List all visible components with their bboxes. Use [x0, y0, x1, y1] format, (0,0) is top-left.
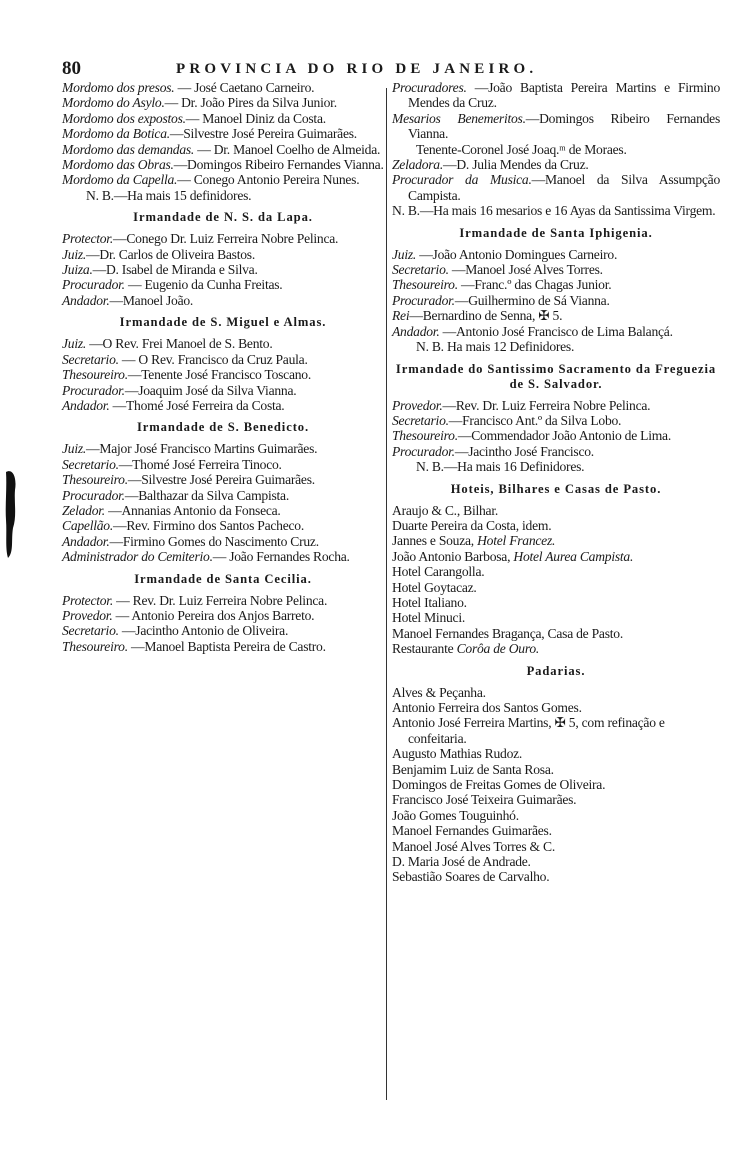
entry-name: Jannes e Souza, [392, 533, 478, 549]
list-entry [62, 441, 384, 456]
entry-name: —Thomé José Ferreira da Costa. [109, 397, 285, 413]
entry-name: —Conego Dr. Luiz Ferreira Nobre Pelinca. [113, 231, 339, 247]
list-entry [392, 549, 720, 564]
entry-role: Juiz. [62, 441, 87, 457]
entry-role: Secretario. [62, 456, 119, 472]
entry-name: — O Rev. Francisco da Cruz Paula. [118, 351, 308, 367]
list-entry [392, 80, 720, 111]
entry-name: —Bernardino de Senna, ✠ 5. [409, 308, 563, 324]
list-entry [392, 398, 720, 413]
entry-name: —Commendador João Antonio de Lima. [457, 428, 671, 444]
section-heading: Padarias. [526, 663, 586, 678]
list-entry [62, 518, 384, 533]
entry-name: Alves & Peçanha. [392, 684, 486, 700]
entry-name: —Firmino Gomes do Nascimento Cruz. [109, 533, 319, 549]
entry-name: —Guilhermino de Sá Vianna. [454, 292, 610, 308]
entry-name: —Manoel da Silva Assumpção Campista. [408, 172, 720, 203]
list-entry [392, 444, 720, 459]
entry-name: — Rev. Dr. Luiz Ferreira Nobre Pelinca. [113, 592, 328, 608]
entry-role: Mordomo dos expostos. [62, 110, 186, 126]
entry-name: Augusto Mathias Rudoz. [392, 746, 523, 762]
entry-role: Mordomo da Botica. [62, 126, 170, 142]
entry-name: Manoel José Alves Torres & C. [392, 838, 555, 854]
entry-role: Protector. [62, 592, 113, 608]
entry-name: — Antonio Pereira dos Anjos Barreto. [112, 607, 315, 623]
list-entry [62, 457, 384, 472]
list-entry [392, 503, 720, 518]
page-header [60, 58, 720, 80]
list-entry [392, 641, 720, 656]
section-heading: Irmandade de Santa Cecilia. [134, 571, 312, 586]
entry-role: Procurador. [62, 487, 125, 503]
entry-name: Sebastião Soares de Carvalho. [392, 869, 550, 885]
list-entry [392, 518, 720, 533]
entry-role: Andador. [62, 292, 110, 308]
section-heading: Irmandade de S. Miguel e Almas. [119, 315, 327, 330]
entry-name: — João Fernandes Rocha. [212, 549, 350, 565]
list-entry [62, 277, 384, 292]
entry-name: Restaurante [392, 641, 457, 657]
binding-ink-mark [4, 468, 18, 560]
entry-name: Araujo & C., Bilhar. [392, 502, 499, 518]
entry-name: Hotel Minuci. [392, 610, 466, 626]
entry-name: —Joaquim José da Silva Vianna. [124, 382, 297, 398]
entry-name: —Domingos Ribeiro Fernandes Vianna. [408, 110, 720, 142]
entry-role: Thesoureiro. [392, 428, 458, 444]
note-line: N. B.—Ha mais 15 definidores. [86, 187, 252, 203]
list-entry [392, 413, 720, 428]
entry-role: Zelador. [62, 502, 105, 518]
entry-role: Thesoureiro. [62, 472, 128, 488]
list-entry [62, 247, 384, 262]
entry-name: —Balthazar da Silva Campista. [124, 487, 289, 503]
entry-name: Antonio José Ferreira Martins, ✠ 5, com refinação e confeitaria. [392, 715, 665, 746]
list-entry [392, 715, 720, 746]
list-entry [62, 262, 384, 277]
entry-name: —Antonio José Francisco de Lima Balançá. [439, 323, 673, 339]
list-entry [62, 472, 384, 487]
entry-name: —Jacintho José Francisco. [454, 443, 594, 459]
entry-name: Manoel Fernandes Bragança, Casa de Pasto. [392, 625, 623, 641]
entry-name: — Conego Antonio Pereira Nunes. [177, 172, 360, 188]
list-entry [392, 610, 720, 625]
list-entry [62, 534, 384, 549]
entry-role: Juiz. [392, 246, 417, 262]
entry-name: —João Antonio Domingues Carneiro. [416, 246, 618, 262]
list-entry [392, 564, 720, 579]
entry-role: Secretario. [62, 623, 119, 639]
entry-name: Benjamim Luiz de Santa Rosa. [392, 761, 554, 777]
list-entry [392, 324, 720, 339]
entry-role: Procuradores. [392, 80, 467, 95]
list-entry [62, 593, 384, 608]
entry-name: —Dr. Carlos de Oliveira Bastos. [86, 246, 255, 262]
list-entry [392, 293, 720, 308]
list-entry [62, 398, 384, 413]
entry-name: —Tenente José Francisco Toscano. [127, 367, 311, 383]
entry-name: —Rev. Firmino dos Santos Pacheco. [113, 518, 304, 534]
page-title: PROVINCIA DO RIO DE JANEIRO. [176, 61, 538, 77]
list-entry [392, 808, 720, 823]
entry-name: D. Maria José de Andrade. [392, 854, 531, 870]
entry-name: Manoel Fernandes Guimarães. [392, 823, 552, 839]
section-heading: Irmandade de Santa Iphigenia. [459, 225, 653, 240]
list-entry [392, 854, 720, 869]
note-line: N. B. Ha mais 12 Definidores. [416, 339, 575, 355]
entry-role: Protector. [62, 231, 113, 247]
entry-role: Rei [392, 308, 410, 324]
entry-role: Andador. [392, 323, 440, 339]
entry-name: Duarte Pereira da Costa, idem. [392, 517, 552, 533]
entry-name: — Dr. João Pires da Silva Junior. [164, 95, 337, 111]
list-entry [62, 503, 384, 518]
column-divider [386, 88, 387, 1100]
entry-name: —Manoel Baptista Pereira de Castro. [127, 638, 326, 654]
entry-name: Francisco José Teixeira Guimarães. [392, 792, 577, 808]
list-entry [392, 428, 720, 443]
list-entry [62, 623, 384, 638]
list-entry [62, 336, 384, 351]
entry-italic: Hotel Aurea Campista. [513, 548, 634, 564]
entry-name: —Silvestre José Pereira Guimarães. [169, 126, 357, 142]
entry-name: —Major José Francisco Martins Guimarães. [86, 441, 318, 457]
entry-name: —D. Julia Mendes da Cruz. [443, 157, 589, 173]
entry-name: Hotel Carangolla. [392, 564, 485, 580]
entry-role: Juiz. [62, 336, 87, 352]
entry-role: Administrador do Cemiterio. [62, 549, 213, 565]
entry-name: —Annanias Antonio da Fonseca. [104, 502, 281, 518]
entry-name: — Eugenio da Cunha Freitas. [124, 277, 283, 293]
section-heading: Irmandade de N. S. da Lapa. [133, 210, 313, 225]
entry-role: Juiza. [62, 262, 93, 278]
list-entry [392, 869, 720, 884]
list-entry [62, 293, 384, 308]
entry-name: —Manoel João. [109, 292, 194, 308]
entry-role: Procurador. [392, 443, 455, 459]
list-entry [62, 383, 384, 398]
entry-role: Secretario. [62, 351, 119, 367]
entry-name: —Franc.º das Chagas Junior. [457, 277, 612, 293]
list-entry [62, 80, 384, 95]
entry-role: Thesoureiro. [62, 367, 128, 383]
entry-name: —Rev. Dr. Luiz Ferreira Nobre Pelinca. [442, 397, 651, 413]
list-entry [392, 700, 720, 715]
list-entry [392, 823, 720, 838]
right-column [392, 80, 720, 885]
list-entry [62, 608, 384, 623]
list-entry [392, 580, 720, 595]
entry-name: —Francisco Ant.º da Silva Lobo. [448, 412, 622, 428]
list-entry [392, 777, 720, 792]
entry-role: Mordomo da Capella. [62, 172, 178, 188]
note-line: N. B.—Ha mais 16 Definidores. [416, 459, 585, 475]
list-entry [62, 142, 384, 157]
entry-role: Procurador. [62, 277, 125, 293]
entry-name: Antonio Ferreira dos Santos Gomes. [392, 700, 582, 715]
entry-name: — Manoel Diniz da Costa. [185, 110, 326, 126]
list-entry [62, 126, 384, 141]
entry-role: Provedor. [392, 397, 443, 413]
list-entry [62, 95, 384, 110]
list-entry [392, 685, 720, 700]
entry-role: Procurador da Musica. [392, 172, 532, 188]
list-entry [62, 352, 384, 367]
entry-name: —Domingos Ribeiro Fernandes Vianna. [173, 157, 384, 173]
list-entry [62, 639, 384, 654]
entry-italic: Corôa de Ouro. [456, 641, 540, 657]
list-entry [392, 308, 720, 323]
entry-role: Mordomo do Asylo. [62, 95, 165, 111]
entry-name: — José Caetano Carneiro. [174, 80, 315, 95]
entry-name: Hotel Italiano. [392, 594, 467, 610]
entry-italic: Hotel Francez. [477, 533, 556, 549]
list-entry [62, 111, 384, 126]
list-entry [392, 533, 720, 548]
entry-name: —D. Isabel de Miranda e Silva. [92, 262, 258, 278]
section-heading: Irmandade de S. Benedicto. [136, 420, 310, 435]
list-entry [392, 157, 720, 172]
entry-name: —João Baptista Pereira Martins e Firmino Mendes da Cruz. [408, 80, 720, 111]
list-entry [392, 792, 720, 807]
section-heading: Hoteis, Bilhares e Casas de Pasto. [450, 481, 662, 496]
entry-role: Zeladora. [392, 157, 443, 173]
entry-role: Capellão. [62, 518, 113, 534]
list-entry [62, 549, 384, 564]
list-entry [392, 762, 720, 777]
list-entry [392, 839, 720, 854]
list-entry [392, 626, 720, 641]
entry-role: Procurador. [62, 382, 125, 398]
entry-name: —Silvestre José Pereira Guimarães. [127, 472, 315, 488]
entry-role: Secretario. [392, 412, 449, 428]
list-entry [62, 172, 384, 187]
list-entry [392, 746, 720, 761]
entry-name: João Antonio Barbosa, [392, 548, 514, 564]
entry-role: Procurador. [392, 292, 455, 308]
entry-name: —O Rev. Frei Manoel de S. Bento. [86, 336, 273, 352]
list-entry [392, 247, 720, 262]
entry-role: Thesoureiro. [62, 638, 128, 654]
entry-role: Thesoureiro. [392, 277, 458, 293]
entry-name: —Jacintho Antonio de Oliveira. [118, 623, 289, 639]
entry-name: Hotel Goytacaz. [392, 579, 477, 595]
entry-role: Mordomo dos presos. [62, 80, 175, 95]
list-entry [392, 111, 720, 142]
entry-role: Mordomo das Obras. [62, 157, 174, 173]
entry-name: João Gomes Touguinhó. [392, 807, 519, 823]
entry-role: Secretario. [392, 262, 449, 278]
list-entry [392, 595, 720, 610]
list-entry [392, 277, 720, 292]
entry-name: —Manoel José Alves Torres. [448, 262, 603, 278]
entry-role: Provedor. [62, 607, 113, 623]
entry-role: Juiz. [62, 246, 87, 262]
entry-name: Domingos de Freitas Gomes de Oliveira. [392, 777, 606, 793]
left-column [62, 80, 384, 654]
entry-name: — Dr. Manoel Coelho de Almeida. [194, 141, 381, 157]
list-entry [62, 367, 384, 382]
list-entry [62, 488, 384, 503]
list-entry [62, 157, 384, 172]
list-entry [392, 262, 720, 277]
list-entry [62, 231, 384, 246]
entry-role: Mordomo das demandas. [62, 141, 195, 157]
page-number: 80 [62, 58, 81, 79]
entry-role: Andador. [62, 397, 110, 413]
entry-role: Andador. [62, 533, 110, 549]
note-line: N. B.—Ha mais 16 mesarios e 16 Ayas da Santissima Virgem. [392, 203, 716, 219]
entry-role: Mesarios Benemeritos. [392, 110, 526, 126]
note-line: Tenente-Coronel José Joaq.ᵐ de Moraes. [416, 141, 627, 157]
entry-name: —Thomé José Ferreira Tinoco. [118, 456, 282, 472]
section-heading: Irmandade do Santissimo Sacramento da Freguezia de S. Salvador. [395, 361, 717, 391]
list-entry [392, 172, 720, 203]
